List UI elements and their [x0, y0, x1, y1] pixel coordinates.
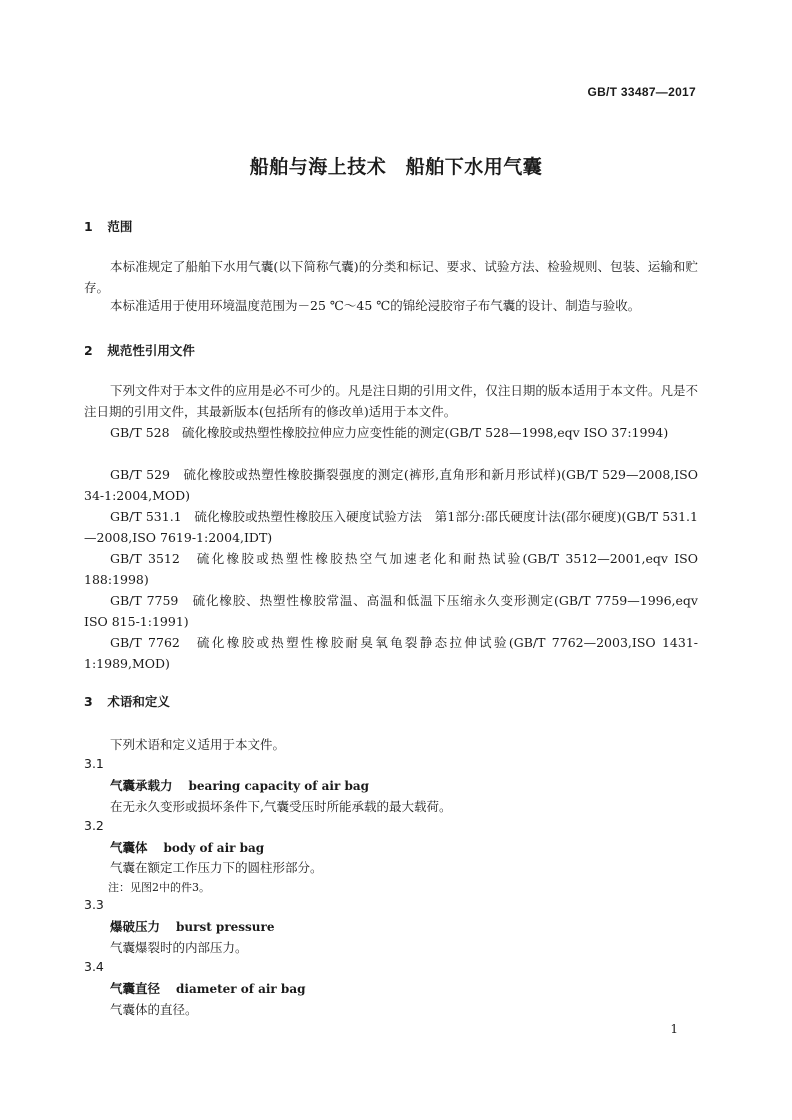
- term-zh: 气囊承载力: [110, 778, 173, 793]
- scope-paragraph-2: 本标准适用于使用环境温度范围为－25 ℃～45 ℃的锦纶浸胶帘子布气囊的设计、制造与验收。: [110, 298, 641, 313]
- term-definition: 在无永久变形或损坏条件下,气囊受压时所能承载的最大载荷。: [110, 799, 452, 814]
- section-3-heading: [84, 692, 170, 710]
- section-1-heading: [84, 217, 132, 235]
- term-number: 3.1: [84, 756, 104, 771]
- term-heading: [110, 979, 305, 997]
- term-heading: [110, 917, 274, 935]
- term-en: burst pressure: [176, 920, 275, 934]
- term-number: 3.3: [84, 897, 104, 912]
- term-zh: 爆破压力: [110, 919, 161, 934]
- reference-item: GB/T 529 硫化橡胶或热塑性橡胶撕裂强度的测定(裤形,直角形和新月形试样)(GB/T 529—2008,ISO 34-1:2004,MOD): [84, 467, 698, 503]
- term-number: 3.2: [84, 818, 104, 833]
- term-en: diameter of air bag: [176, 982, 306, 996]
- reference-item: GB/T 7759 硫化橡胶、热塑性橡胶常温、高温和低温下压缩永久变形测定(GB/T 7759—1996,eqv ISO 815-1:1991): [84, 593, 698, 629]
- term-en: body of air bag: [163, 841, 265, 855]
- term-heading: [110, 776, 369, 794]
- reference-item: GB/T 528 硫化橡胶或热塑性橡胶拉伸应力应变性能的测定(GB/T 528—1998,eqv ISO 37:1994): [110, 425, 669, 440]
- section-title: 规范性引用文件: [107, 343, 195, 358]
- terms-intro: 下列术语和定义适用于本文件。: [110, 737, 286, 752]
- term-number: 3.4: [84, 959, 104, 974]
- term-note: 注：见图2中的件3。: [108, 881, 210, 894]
- document-title: 船舶与海上技术 船舶下水用气囊: [249, 156, 543, 178]
- term-zh: 气囊体: [110, 840, 148, 855]
- section-number: 1: [84, 219, 93, 234]
- term-definition: 气囊在额定工作压力下的圆柱形部分。: [110, 860, 323, 875]
- term-definition: 气囊体的直径。: [110, 1002, 198, 1017]
- section-title: 术语和定义: [107, 694, 170, 709]
- section-number: 2: [84, 343, 93, 358]
- term-heading: [110, 838, 264, 856]
- scope-paragraph-1: 本标准规定了船舶下水用气囊(以下简称气囊)的分类和标记、要求、试验方法、检验规则、包装、运输和贮存。: [84, 259, 698, 295]
- reference-item: GB/T 7762 硫化橡胶或热塑性橡胶耐臭氧龟裂静态拉伸试验(GB/T 7762—2003,ISO 1431-1:1989,MOD): [84, 635, 698, 671]
- reference-item: GB/T 531.1 硫化橡胶或热塑性橡胶压入硬度试验方法 第1部分:邵氏硬度计法(邵尔硬度)(GB/T 531.1—2008,ISO 7619-1:2004,IDT): [84, 509, 698, 545]
- term-definition: 气囊爆裂时的内部压力。: [110, 940, 248, 955]
- term-zh: 气囊直径: [110, 981, 161, 996]
- term-en: bearing capacity of air bag: [188, 779, 370, 793]
- standard-code: GB/T 33487—2017: [587, 85, 696, 99]
- reference-item: GB/T 3512 硫化橡胶或热塑性橡胶热空气加速老化和耐热试验(GB/T 3512—2001,eqv ISO 188:1998): [84, 551, 698, 587]
- section-number: 3: [84, 694, 93, 709]
- page-number: 1: [670, 1022, 678, 1036]
- normative-intro: 下列文件对于本文件的应用是必不可少的。凡是注日期的引用文件，仅注日期的版本适用于本文件。凡是不注日期的引用文件，其最新版本(包括所有的修改单)适用于本文件。: [84, 383, 698, 419]
- section-2-heading: [84, 341, 195, 359]
- section-title: 范围: [107, 219, 133, 234]
